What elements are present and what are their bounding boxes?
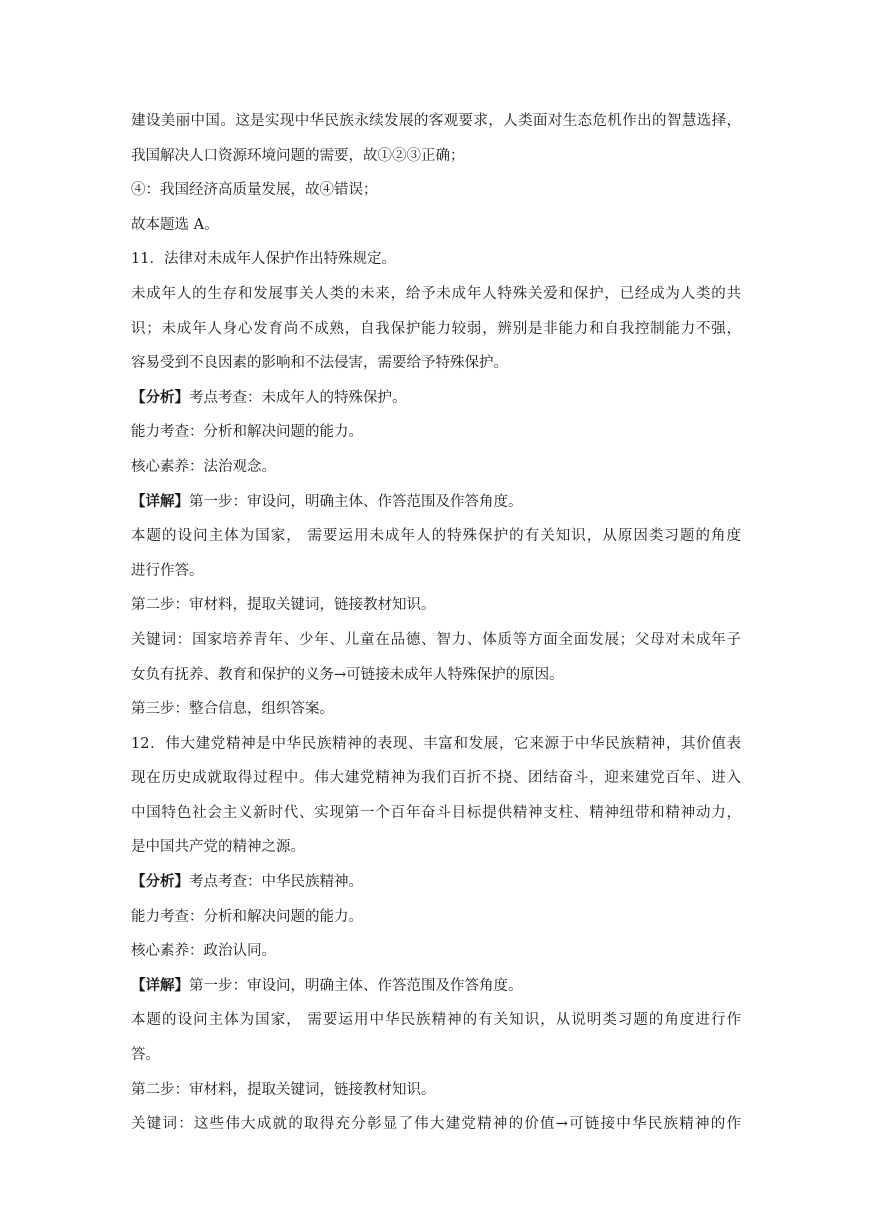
line-text: 女负有抚养、教育和保护的义务→可链接未成年人特殊保护的原因。 xyxy=(131,666,564,683)
text-line xyxy=(131,139,741,174)
line-text: 关键词：这些伟大成就的取得充分彰显了伟大建党精神的价值→可链接中华民族精神的作 xyxy=(131,1116,741,1133)
text-line xyxy=(131,934,741,969)
line-text: 我国解决人口资源环境问题的需要，故①②③正确； xyxy=(131,147,465,164)
section-marker: 【分析】 xyxy=(131,388,189,406)
line-text: 考点考查：未成年人的特殊保护。 xyxy=(189,389,407,406)
text-line xyxy=(131,277,741,312)
line-text: 故本题选 A。 xyxy=(131,216,219,233)
text-line xyxy=(131,1003,741,1038)
text-line xyxy=(131,415,741,450)
line-text: 中国特色社会主义新时代、实现第一个百年奋斗目标提供精神支柱、精神纽带和精神动力， xyxy=(131,804,741,821)
line-text: 答。 xyxy=(131,1047,160,1064)
line-text: 是中国共产党的精神之源。 xyxy=(131,839,305,856)
text-line xyxy=(131,900,741,935)
text-line xyxy=(131,485,741,520)
text-line xyxy=(131,1073,741,1108)
text-line xyxy=(131,208,741,243)
text-line xyxy=(131,969,741,1004)
line-text: 11．法律对未成年人保护作出特殊规定。 xyxy=(131,251,396,268)
line-text: 未成年人的生存和发展事关人类的未来，给予未成年人特殊关爱和保护，已经成为人类的共 xyxy=(131,285,741,302)
text-line xyxy=(131,865,741,900)
line-text: 第二步：审材料，提取关键词，链接教材知识。 xyxy=(131,597,436,614)
line-text: 关键词：国家培养青年、少年、儿童在品德、智力、体质等方面全面发展；父母对未成年子 xyxy=(131,631,741,648)
text-line xyxy=(131,658,741,693)
document-body xyxy=(131,104,741,1142)
line-text: 核心素养：政治认同。 xyxy=(131,943,276,960)
line-text: 能力考查：分析和解决问题的能力。 xyxy=(131,908,363,925)
line-text: 进行作答。 xyxy=(131,562,204,579)
section-marker: 【详解】 xyxy=(131,976,189,994)
text-line xyxy=(131,727,741,762)
line-text: 建设美丽中国。这是实现中华民族永续发展的客观要求，人类面对生态危机作出的智慧选择， xyxy=(131,113,741,129)
line-text: 本题的设问主体为国家， 需要运用中华民族精神的有关知识，从说明类习题的角度进行作 xyxy=(131,1012,741,1029)
text-line xyxy=(131,623,741,658)
text-line xyxy=(131,1038,741,1073)
line-text: 第三步：整合信息，组织答案。 xyxy=(131,701,334,718)
line-text: 第二步：审材料，提取关键词，链接教材知识。 xyxy=(131,1081,436,1098)
text-line xyxy=(131,692,741,727)
line-text: ④：我国经济高质量发展，故④错误； xyxy=(131,182,378,199)
text-line xyxy=(131,104,741,139)
text-line xyxy=(131,173,741,208)
line-text: 12．伟大建党精神是中华民族精神的表现、丰富和发展，它来源于中华民族精神，其价值表 xyxy=(131,735,741,752)
line-text: 核心素养：法治观念。 xyxy=(131,458,276,475)
text-line xyxy=(131,519,741,554)
text-line xyxy=(131,1107,741,1142)
line-text: 能力考查：分析和解决问题的能力。 xyxy=(131,424,363,441)
line-text: 现在历史成就取得过程中。伟大建党精神为我们百折不挠、团结奋斗，迎来建党百年、进入 xyxy=(131,770,741,787)
text-line xyxy=(131,381,741,416)
line-text: 第一步：审设问，明确主体、作答范围及作答角度。 xyxy=(189,493,523,510)
line-text: 识；未成年人身心发育尚不成熟，自我保护能力较弱，辨别是非能力和自我控制能力不强， xyxy=(131,320,741,337)
text-line xyxy=(131,450,741,485)
line-text: 容易受到不良因素的影响和不法侵害，需要给予特殊保护。 xyxy=(131,355,508,372)
line-text: 第一步：审设问，明确主体、作答范围及作答角度。 xyxy=(189,977,523,994)
text-line xyxy=(131,346,741,381)
line-text: 本题的设问主体为国家， 需要运用未成年人的特殊保护的有关知识，从原因类习题的角度 xyxy=(131,528,741,545)
text-line xyxy=(131,796,741,831)
section-marker: 【分析】 xyxy=(131,873,189,891)
text-line xyxy=(131,588,741,623)
text-line xyxy=(131,242,741,277)
text-line xyxy=(131,554,741,589)
section-marker: 【详解】 xyxy=(131,492,189,510)
line-text: 考点考查：中华民族精神。 xyxy=(189,874,363,891)
text-line xyxy=(131,830,741,865)
text-line xyxy=(131,761,741,796)
text-line xyxy=(131,312,741,347)
